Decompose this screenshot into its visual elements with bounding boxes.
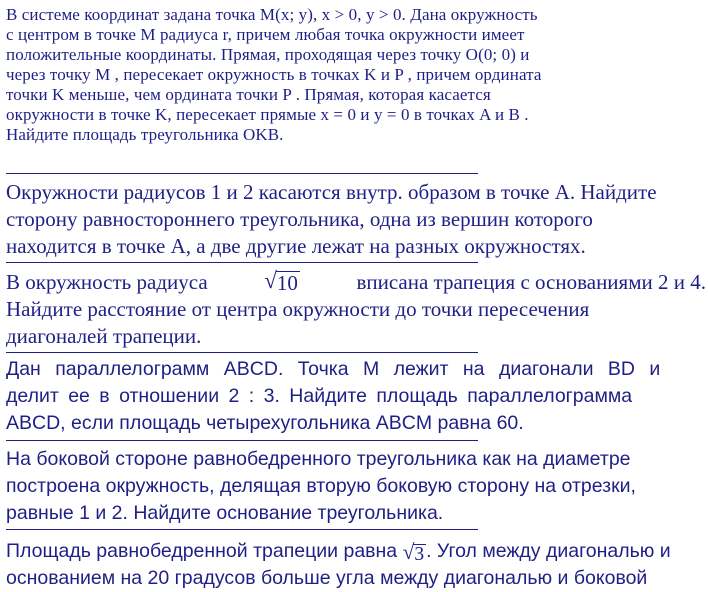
problem-4-line: делит ее в отношении 2 : 3. Найдите площадь параллелограмма [6, 385, 633, 407]
problem-4-line: ABCD, если площадь четырехугольника ABCM равна 60. [6, 412, 524, 434]
square-root [403, 542, 427, 565]
problem-3-line-with-root [6, 269, 706, 296]
problem-1-line: В системе координат задана точка M(x; y), x > 0, y > 0. Дана окружность [6, 5, 538, 24]
problem-6-text-before-root: Площадь равнобедренной трапеции равна [6, 540, 398, 562]
problem-1-line: окружности в точке K, пересекает прямые x = 0 и y = 0 в точках A и B . [6, 105, 529, 124]
problem-1-line: Найдите площадь треугольника OKB. [6, 125, 284, 144]
problem-5-line: На боковой стороне равнобедренного треугольника как на диаметре [6, 448, 631, 470]
problem-6-line-with-root [6, 538, 706, 565]
problem-1-line: точки K меньше, чем ордината точки P . Прямая, которая касается [6, 85, 491, 104]
problem-4-line: Дан параллелограмм ABCD. Точка M лежит на диагонали BD и [6, 358, 661, 380]
square-root [264, 269, 300, 296]
radical-sign-icon: √ [402, 540, 415, 564]
divider [6, 529, 478, 530]
problem-3-line: Найдите расстояние от центра окружности до точки пересечения [6, 297, 590, 321]
problem-1-line: положительные координаты. Прямая, проходящая через точку O(0; 0) и [6, 45, 530, 64]
problem-3-line: диагоналей трапеции. [6, 324, 202, 348]
problem-4 [6, 356, 706, 437]
divider [6, 262, 478, 263]
problem-5-line: равные 1 и 2. Найдите основание треугольника. [6, 502, 444, 524]
problem-1-line: с центром в точке M радиуса r, причем любая точка окружности имеет [6, 25, 525, 44]
radicand: 10 [276, 271, 298, 295]
problem-1 [6, 5, 706, 145]
problem-2-line: сторону равностороннего треугольника, одна из вершин которого [6, 207, 593, 231]
problem-6-text-after-root: . Угол между диагональю и [426, 540, 671, 562]
problem-3-text-before-root: В окружность радиуса [6, 270, 208, 294]
problem-2-line: находится в точке А, а две другие лежат на разных окружностях. [6, 234, 586, 258]
problem-2-line: Окружности радиусов 1 и 2 касаются внутр. образом в точке А. Найдите [6, 180, 657, 204]
problem-2 [6, 179, 706, 260]
radical-sign-icon: √ [264, 267, 277, 293]
problem-5-line: построена окружность, делящая вторую боковую сторону на отрезки, [6, 475, 636, 497]
problem-1-line: через точку M , пересекает окружность в точках K и P , причем ордината [6, 65, 542, 84]
radicand: 3 [414, 544, 425, 565]
problem-6-line: основанием на 20 градусов больше угла между диагональю и боковой [6, 567, 648, 590]
divider [6, 440, 478, 441]
problem-5 [6, 446, 706, 527]
divider [6, 352, 478, 353]
problem-3-text-after-root: вписана трапеция с основаниями 2 и 4. [356, 270, 706, 294]
problem-3 [6, 269, 706, 350]
problem-6 [6, 538, 706, 592]
divider [6, 173, 478, 174]
